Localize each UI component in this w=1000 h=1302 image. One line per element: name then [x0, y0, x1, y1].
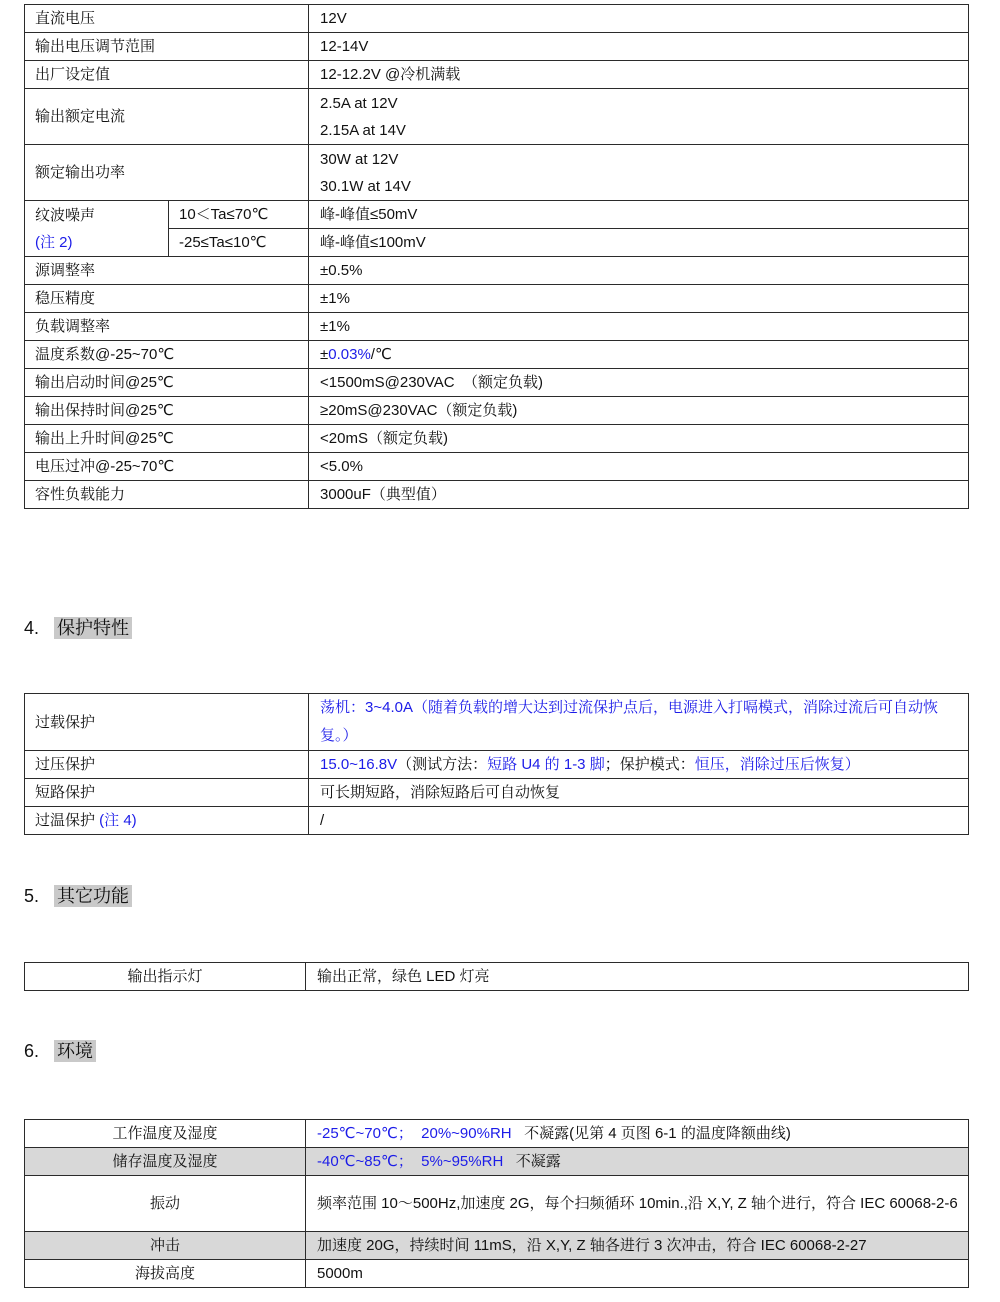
row-value: ±0.5% — [309, 257, 969, 285]
section-heading-protection — [24, 615, 132, 641]
row-label: 额定输出功率 — [25, 145, 309, 201]
row-value: 加速度 20G，持续时间 11mS，沿 X,Y, Z 轴各进行 3 次冲击，符合 IEC 60068-2-27 — [306, 1232, 969, 1260]
row-label: 储存温度及湿度 — [25, 1148, 306, 1176]
spec-table — [24, 4, 969, 509]
row-value: 频率范围 10～500Hz,加速度 2G，每个扫频循环 10min.,沿 X,Y, Z 轴个进行，符合 IEC 60068-2-6 — [306, 1176, 969, 1232]
row-value: ±1% — [309, 285, 969, 313]
row-value: 3000uF（典型值） — [309, 481, 969, 509]
protection-table — [24, 693, 969, 835]
table-row — [25, 89, 969, 145]
table-row — [25, 1232, 969, 1260]
row-label: 输出额定电流 — [25, 89, 309, 145]
table-row — [25, 1120, 969, 1148]
table-row — [25, 145, 969, 201]
row-value: 2.5A at 12V 2.15A at 14V — [309, 89, 969, 145]
row-value: 峰-峰值≤100mV — [309, 229, 969, 257]
row-value: 12-14V — [309, 33, 969, 61]
table-row-ripple-noise — [25, 201, 969, 229]
note-ref-2: (注 2) — [35, 233, 73, 251]
section-heading-environment — [24, 1038, 96, 1064]
row-label: 过载保护 — [25, 694, 309, 751]
row-value: <1500mS@230VAC （额定负载) — [309, 369, 969, 397]
table-row — [25, 481, 969, 509]
row-value: 峰-峰值≤50mV — [309, 201, 969, 229]
table-row — [25, 1148, 969, 1176]
row-label: 输出启动时间@25℃ — [25, 369, 309, 397]
row-value: 12V — [309, 5, 969, 33]
row-label: 容性负载能力 — [25, 481, 309, 509]
row-label: 冲击 — [25, 1232, 306, 1260]
row-value: 15.0~16.8V（测试方法：短路 U4 的 1-3 脚；保护模式：恒压，消除过压后恢复） — [309, 751, 969, 779]
row-label: 工作温度及湿度 — [25, 1120, 306, 1148]
row-label: 过温保护 (注 4) — [25, 807, 309, 835]
row-label: 出厂设定值 — [25, 61, 309, 89]
row-value: 12-12.2V @冷机满载 — [309, 61, 969, 89]
row-value: -40℃~85℃； 5%~95%RH 不凝露 — [306, 1148, 969, 1176]
section-heading-other-functions — [24, 883, 132, 909]
row-value: ±1% — [309, 313, 969, 341]
row-value: -25℃~70℃； 20%~90%RH 不凝露(见第 4 页图 6-1 的温度降额曲线) — [306, 1120, 969, 1148]
table-row — [25, 33, 969, 61]
section-title: 保护特性 — [54, 617, 132, 639]
row-label: 过压保护 — [25, 751, 309, 779]
table-row — [25, 453, 969, 481]
section-number: 4. — [24, 618, 40, 638]
row-value: 5000m — [306, 1260, 969, 1288]
row-label: 输出电压调节范围 — [25, 33, 309, 61]
table-row — [25, 285, 969, 313]
row-label: 稳压精度 — [25, 285, 309, 313]
table-row — [25, 369, 969, 397]
table-row — [25, 694, 969, 751]
row-label: 输出指示灯 — [25, 963, 306, 991]
row-label: 纹波噪声 (注 2) — [25, 201, 169, 257]
table-row — [25, 1260, 969, 1288]
row-label: 短路保护 — [25, 779, 309, 807]
row-label: 振动 — [25, 1176, 306, 1232]
table-row — [25, 61, 969, 89]
row-label: 温度系数@-25~70℃ — [25, 341, 309, 369]
section-title: 其它功能 — [54, 885, 132, 907]
row-label: 海拔高度 — [25, 1260, 306, 1288]
row-value: ≥20mS@230VAC（额定负载) — [309, 397, 969, 425]
table-row — [25, 751, 969, 779]
table-row — [25, 779, 969, 807]
row-label: 负载调整率 — [25, 313, 309, 341]
table-row — [25, 257, 969, 285]
row-condition: -25≤Ta≤10℃ — [169, 229, 309, 257]
table-row — [25, 425, 969, 453]
row-label: 电压过冲@-25~70℃ — [25, 453, 309, 481]
row-value: <5.0% — [309, 453, 969, 481]
section-title: 环境 — [54, 1040, 96, 1062]
row-value: 荡机：3~4.0A（随着负载的增大达到过流保护点后，电源进入打嗝模式，消除过流后可自动恢复。） — [309, 694, 969, 751]
row-value: ±0.03%/℃ — [309, 341, 969, 369]
row-value: <20mS（额定负载) — [309, 425, 969, 453]
environment-table — [24, 1119, 969, 1288]
section-number: 6. — [24, 1041, 40, 1061]
row-label: 输出上升时间@25℃ — [25, 425, 309, 453]
row-value: 输出正常，绿色 LED 灯亮 — [306, 963, 969, 991]
row-value: 可长期短路，消除短路后可自动恢复 — [309, 779, 969, 807]
row-condition: 10＜Ta≤70℃ — [169, 201, 309, 229]
other-functions-table — [24, 962, 969, 991]
table-row — [25, 313, 969, 341]
table-row — [25, 341, 969, 369]
table-row — [25, 807, 969, 835]
row-value: 30W at 12V 30.1W at 14V — [309, 145, 969, 201]
row-label: 直流电压 — [25, 5, 309, 33]
table-row — [25, 1176, 969, 1232]
row-value: / — [309, 807, 969, 835]
table-row — [25, 5, 969, 33]
row-label: 源调整率 — [25, 257, 309, 285]
table-row — [25, 397, 969, 425]
section-number: 5. — [24, 886, 40, 906]
note-ref-4: (注 4) — [99, 812, 137, 829]
table-row — [25, 963, 969, 991]
row-label: 输出保持时间@25℃ — [25, 397, 309, 425]
